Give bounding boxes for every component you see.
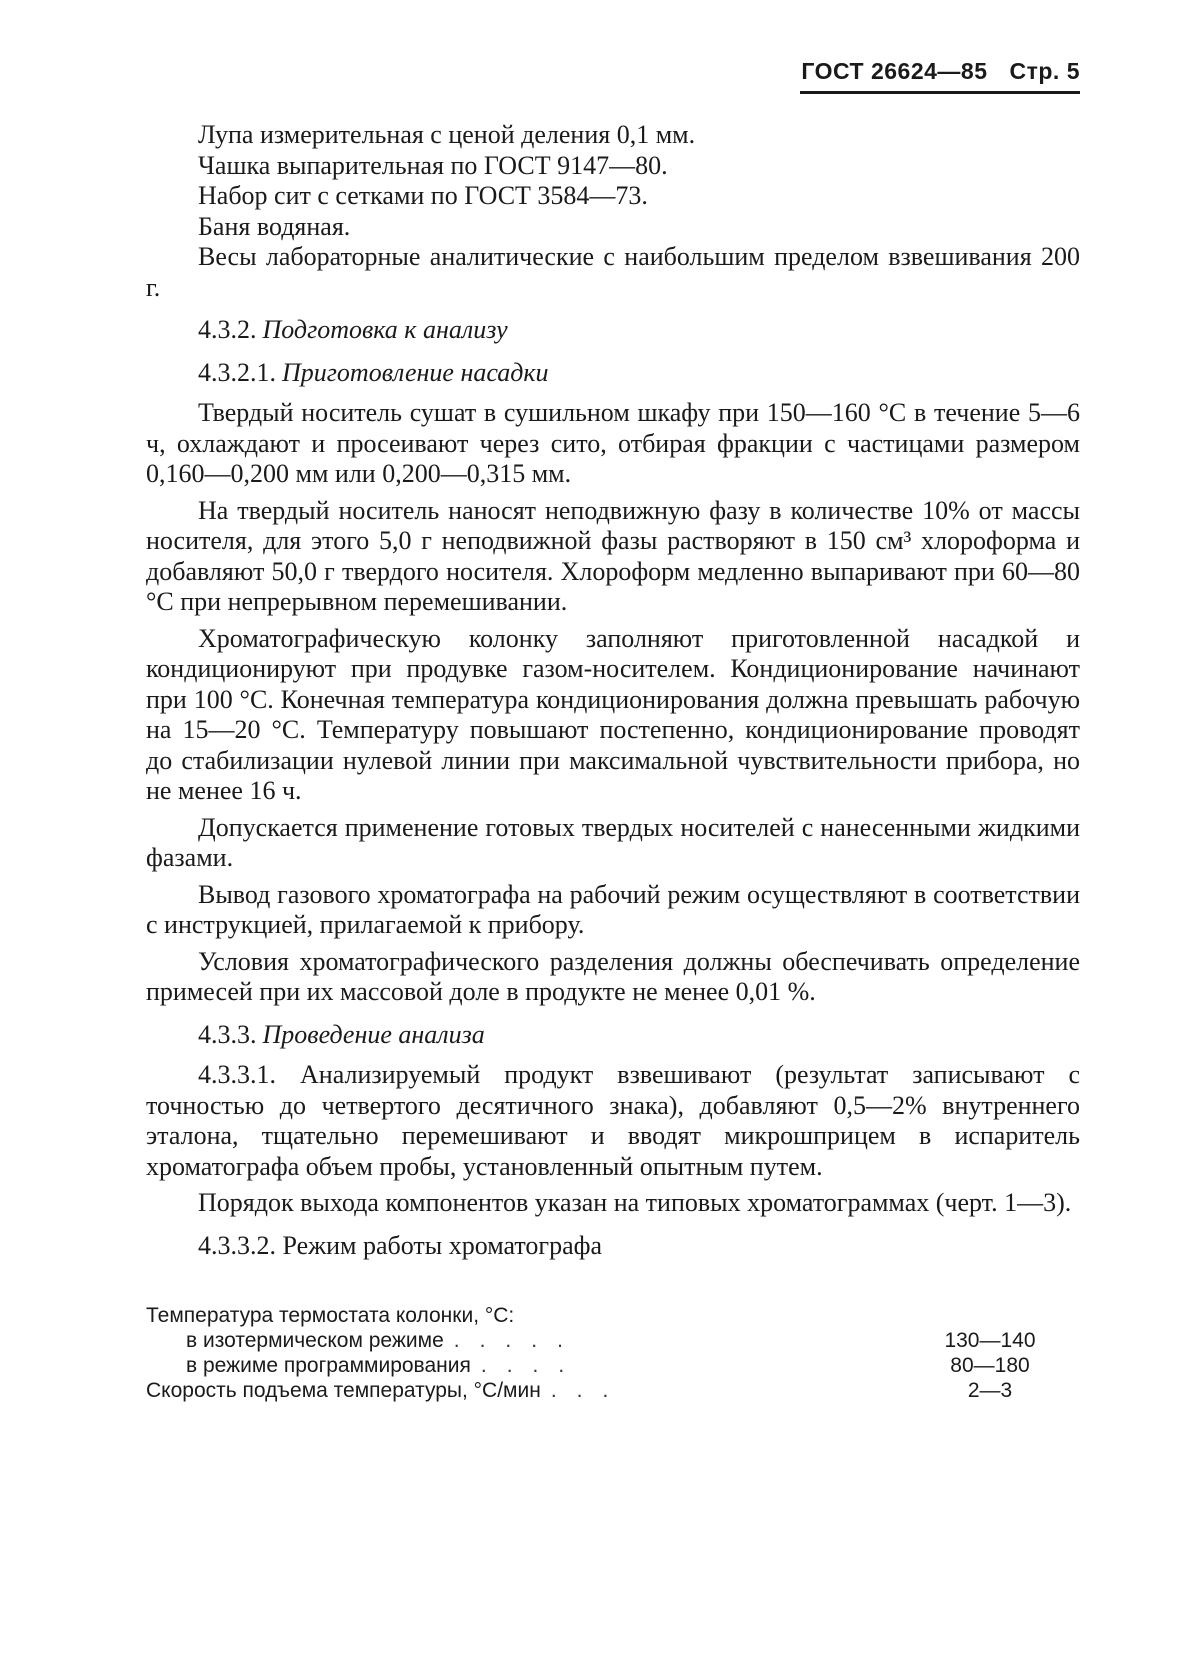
param-row — [146, 1378, 1080, 1403]
param-group-label: Температура термостата колонки, °С: — [146, 1304, 515, 1327]
section-title: 4.3.3.2. Режим работы хроматографа — [198, 1230, 603, 1260]
page-number: Стр. 5 — [1009, 58, 1080, 84]
paragraph: На твердый носитель наносят неподвижную фазу в количестве 10% от массы носителя, для этого 5,0 г неподвижной фазы растворяют в 150 см³ хлороформа и добавляют 50,0 г твердого носителя. Хлороформ медленно выпаривают при 60—80 °С при непрерывном перемешивании. — [146, 495, 1080, 616]
section-number: 4.3.2.1. — [198, 357, 276, 387]
param-row — [146, 1353, 1080, 1378]
paragraph: Вывод газового хроматографа на рабочий режим осуществляют в соответствии с инструкцией, прилагаемой к прибору. — [146, 879, 1080, 939]
paragraph: Весы лабораторные аналитические с наибольшим пределом взвешивания 200 г. — [146, 242, 1080, 302]
section-heading-4-3-3 — [146, 1020, 1080, 1051]
paragraph: Баня водяная. — [198, 211, 351, 241]
paragraph: Набор сит с сетками по ГОСТ 3584—73. — [198, 181, 648, 210]
leader-dots: ... — [550, 1379, 629, 1402]
paragraph: Порядок выхода компонентов указан на типовых хроматограммах (черт. 1—3). — [198, 1188, 1072, 1217]
paragraph: 4.3.3.1. Анализируемый продукт взвешивают (результат записывают с точностью до четвертого десятичного знака), добавляют 0,5—2% внутреннего эталона, тщательно перемешивают и вводят микрошприцем в испаритель хроматографа объем пробы, установленный опытным путем. — [146, 1060, 1080, 1181]
section-title: Подготовка к анализу — [262, 315, 508, 344]
param-label: в изотермическом режиме — [186, 1329, 444, 1352]
document-body — [146, 120, 1080, 1403]
param-row — [146, 1328, 1080, 1353]
page-header — [800, 58, 1080, 94]
param-value: 2—3 — [967, 1379, 1013, 1402]
section-heading-4-3-2 — [146, 315, 1080, 346]
param-value: 80—180 — [950, 1354, 1030, 1377]
leader-dots: ..... — [453, 1329, 583, 1352]
section-title: Приготовление насадки — [282, 357, 549, 387]
section-number: 4.3.3. — [198, 1019, 257, 1049]
section-number: 4.3.2. — [198, 315, 257, 344]
param-value: 130—140 — [944, 1329, 1036, 1352]
paragraph: Хроматографическую колонку заполняют приготовленной насадкой и кондиционируют при продувке газом-носителем. Кондиционирование начинают при 100 °С. Конечная температура кондиционирования должна превышать рабочую на 15—20 °С. Температуру повышают постепенно, кондиционирование проводят до стабилизации нулевой линии при максимальной чувствительности прибора, но не менее 16 ч. — [146, 623, 1080, 805]
section-heading-4-3-2-1 — [146, 358, 1080, 389]
param-label: в режиме программирования — [186, 1354, 471, 1377]
param-label: Скорость подъема температуры, °С/мин — [146, 1379, 541, 1402]
paragraph: Допускается применение готовых твердых носителей с нанесенными жидкими фазами. — [146, 812, 1080, 872]
section-title: Проведение анализа — [262, 1019, 485, 1049]
leader-dots: .... — [480, 1354, 585, 1377]
section-heading-4-3-3-2 — [146, 1231, 1080, 1262]
paragraph: Условия хроматографического разделения должны обеспечивать определение примесей при их массовой доле в продукте не менее 0,01 %. — [146, 946, 1080, 1006]
paragraph: Твердый носитель сушат в сушильном шкафу при 150—160 °С в течение 5—6 ч, охлаждают и просеивают через сито, отбирая фракции с частицами размером 0,160—0,200 мм или 0,200—0,315 мм. — [146, 398, 1080, 488]
gost-number: ГОСТ 26624—85 — [801, 58, 988, 84]
paragraph: Лупа измерительная с ценой деления 0,1 мм. — [198, 120, 696, 149]
chromatograph-parameters — [146, 1303, 1080, 1403]
paragraph: Чашка выпарительная по ГОСТ 9147—80. — [198, 150, 668, 180]
